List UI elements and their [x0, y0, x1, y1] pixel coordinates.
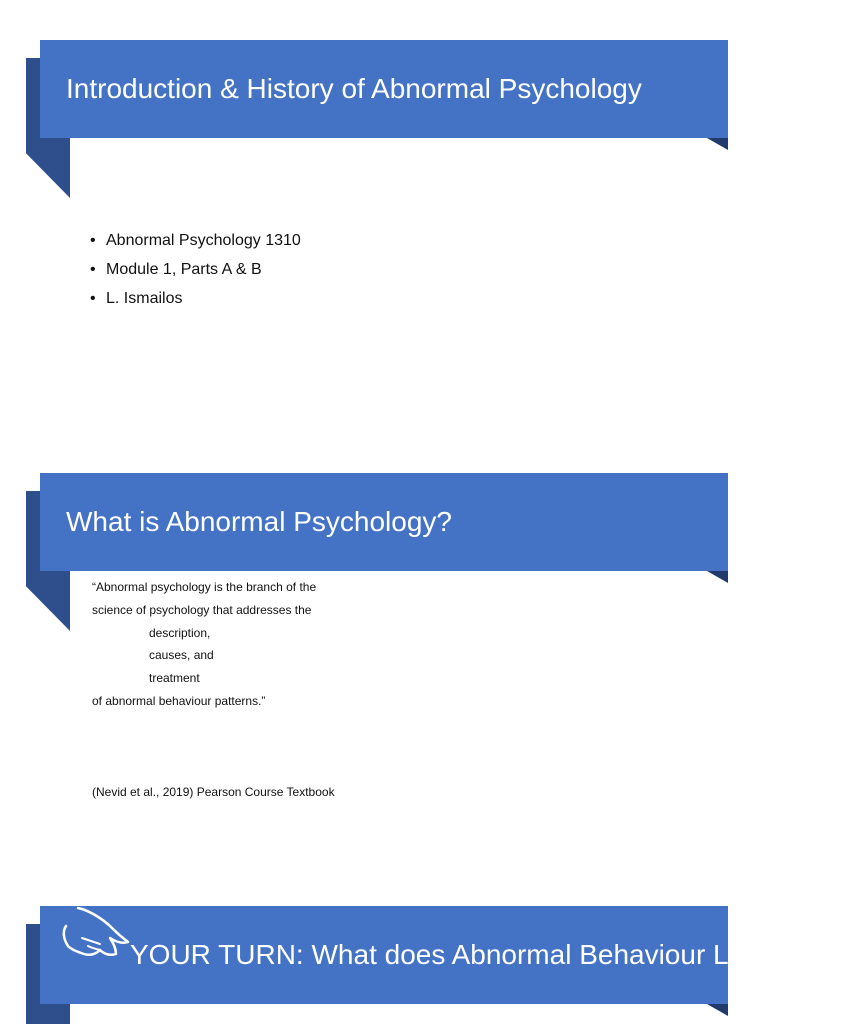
slide-title: YOUR TURN: What does Abnormal Behaviour Look Like?: [130, 939, 848, 970]
quote-line: causes, and: [149, 648, 214, 663]
quote-line: description,: [149, 625, 211, 640]
slide-title: Introduction & History of Abnormal Psychology: [66, 73, 642, 104]
pointing-hand-icon: [58, 906, 130, 962]
slide-title: What is Abnormal Psychology?: [66, 506, 452, 537]
quote-line: “Abnormal psychology is the branch of the: [92, 580, 317, 594]
quote-line: science of psychology that addresses the: [92, 602, 312, 617]
bullet-item: • L. Ismailos: [90, 284, 301, 313]
bullet-item: • Abnormal Psychology 1310: [90, 226, 301, 255]
quote-line: treatment: [149, 671, 200, 686]
slide-title-banner: [40, 906, 848, 1004]
bullet-item: • Module 1, Parts A & B: [90, 255, 301, 284]
citation: (Nevid et al., 2019) Pearson Course Textbook: [92, 785, 335, 799]
quote-line: of abnormal behaviour patterns.”: [92, 693, 266, 708]
banner-tail: [707, 1004, 728, 1016]
